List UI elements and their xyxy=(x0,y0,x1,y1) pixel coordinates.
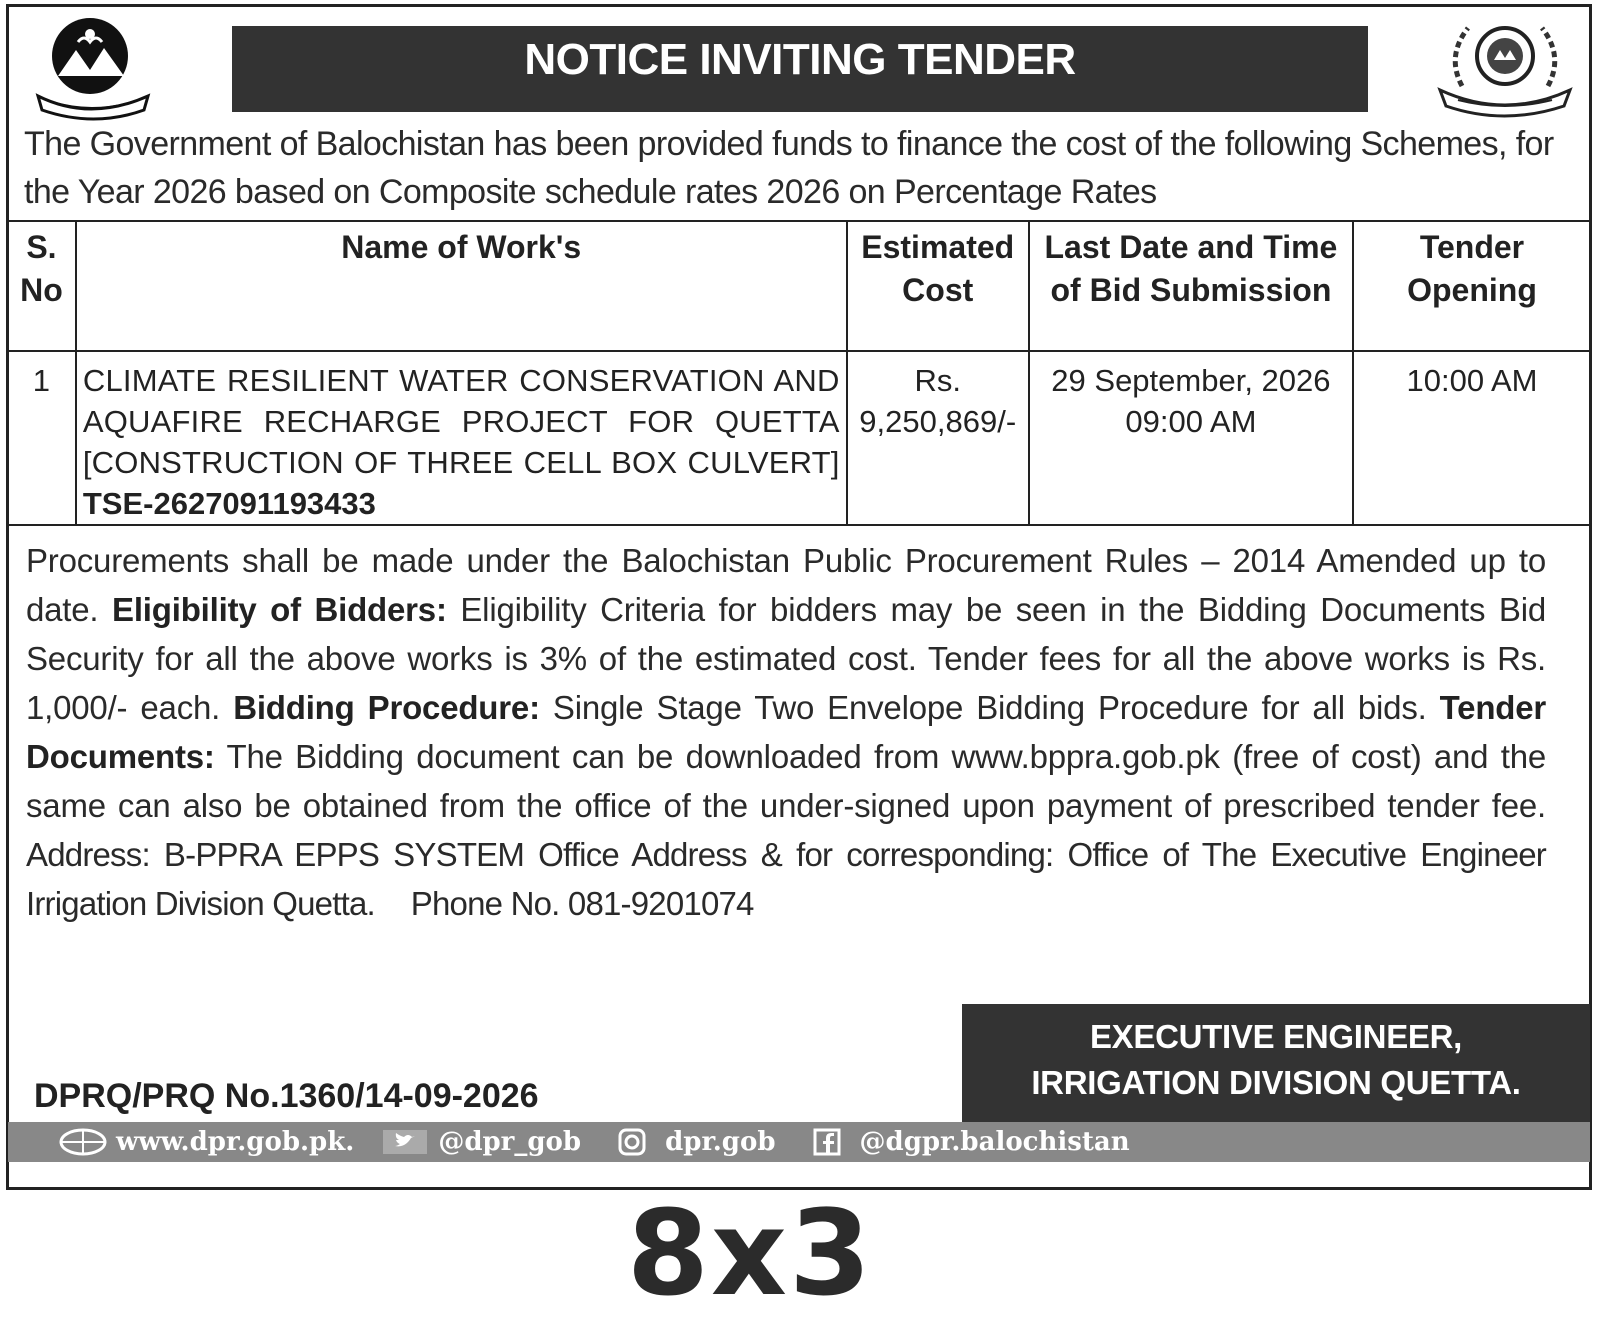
tender-documents-text: The Bidding document can be downloaded from www.bppra.gob.pk (free of cost) and the same can also be obtained from the office of the under-signed upon payment of prescribed tender fee. xyxy=(26,738,1546,824)
terms-paragraph xyxy=(26,536,1546,928)
balochistan-emblem-icon xyxy=(28,14,158,124)
instagram-icon xyxy=(607,1127,657,1157)
signatory-title: EXECUTIVE ENGINEER, xyxy=(1089,1018,1463,1055)
table-header-row xyxy=(7,221,1591,351)
website-text: www.dpr.gob.pk. xyxy=(116,1127,355,1157)
dgpr-emblem-icon xyxy=(1432,16,1578,124)
intro-paragraph: The Government of Balochistan has been provided funds to finance the cost of the following Schemes, for the Year 2026 based on Composite schedule rates 2026 on Percentage Rates xyxy=(24,125,1554,211)
header-last-date: Last Date and Time of Bid Submission xyxy=(1029,221,1353,351)
submission-time: 09:00 AM xyxy=(1125,404,1257,439)
phone-number: Phone No. 081-9201074 xyxy=(410,885,754,922)
row-name-of-work xyxy=(76,351,847,525)
bidding-procedure-text: Single Stage Two Envelope Bidding Procedure for all bids. xyxy=(552,689,1427,726)
cost-prefix: Rs. xyxy=(914,363,961,398)
cost-value: 9,250,869/- xyxy=(859,404,1017,439)
facebook-icon xyxy=(802,1127,852,1157)
row-estimated-cost xyxy=(847,351,1029,525)
header-tender-opening: Tender Opening xyxy=(1353,221,1591,351)
works-table xyxy=(6,220,1592,526)
twitter-handle: @dpr_gob xyxy=(438,1127,582,1157)
notice-title: NOTICE INVITING TENDER xyxy=(232,26,1368,112)
submission-date: 29 September, 2026 xyxy=(1051,363,1331,398)
procurement-rules-text: Procurements shall be made under the Balochistan Public Procurement Rules – 2014 Amended up to date. xyxy=(26,542,1546,628)
table-row xyxy=(7,351,1591,525)
twitter-icon xyxy=(380,1127,430,1157)
instagram-handle: dpr.gob xyxy=(665,1127,776,1157)
work-title: CLIMATE RESILIENT WATER CONSERVATION AND AQUAFIRE RECHARGE PROJECT FOR QUETTA [CONSTRUCTION OF THREE CELL BOX CULVERT] xyxy=(82,363,840,480)
signatory-box xyxy=(962,1004,1590,1122)
eligibility-label: Eligibility of Bidders: xyxy=(112,591,447,628)
row-last-date xyxy=(1029,351,1353,525)
social-instagram[interactable] xyxy=(607,1127,775,1157)
social-facebook[interactable] xyxy=(802,1127,1130,1157)
row-tender-opening: 10:00 AM xyxy=(1353,351,1591,525)
globe-icon xyxy=(58,1127,108,1157)
header-estimated-cost: Estimated Cost xyxy=(847,221,1029,351)
tse-number: TSE-2627091193433 xyxy=(82,486,376,521)
address-text: Address: B-PPRA EPPS SYSTEM Office Address & for corresponding: Office of The Executive Engineer Irrigation Division Quetta. xyxy=(26,836,1546,922)
social-bar xyxy=(8,1122,1590,1162)
bidding-procedure-label: Bidding Procedure: xyxy=(233,689,540,726)
signatory-office: IRRIGATION DIVISION QUETTA. xyxy=(1031,1064,1521,1101)
social-website[interactable] xyxy=(58,1127,354,1157)
header-sno: S. No xyxy=(7,221,76,351)
eligibility-text: Eligibility Criteria for bidders may be seen in the Bidding Documents Bid Security for all the above works is 3% of the estimated cost. Tender fees for all the above works is Rs. 1,000/- each. xyxy=(26,591,1547,726)
reference-number: DPRQ/PRQ No.1360/14-09-2026 xyxy=(34,1077,539,1115)
tender-documents-label: Tender Documents: xyxy=(26,689,1547,775)
ad-size-label: 8x3 xyxy=(626,1184,874,1322)
header-name-of-work: Name of Work's xyxy=(76,221,847,351)
row-sno: 1 xyxy=(7,351,76,525)
social-twitter[interactable] xyxy=(380,1127,581,1157)
facebook-handle: @dgpr.balochistan xyxy=(859,1127,1130,1157)
